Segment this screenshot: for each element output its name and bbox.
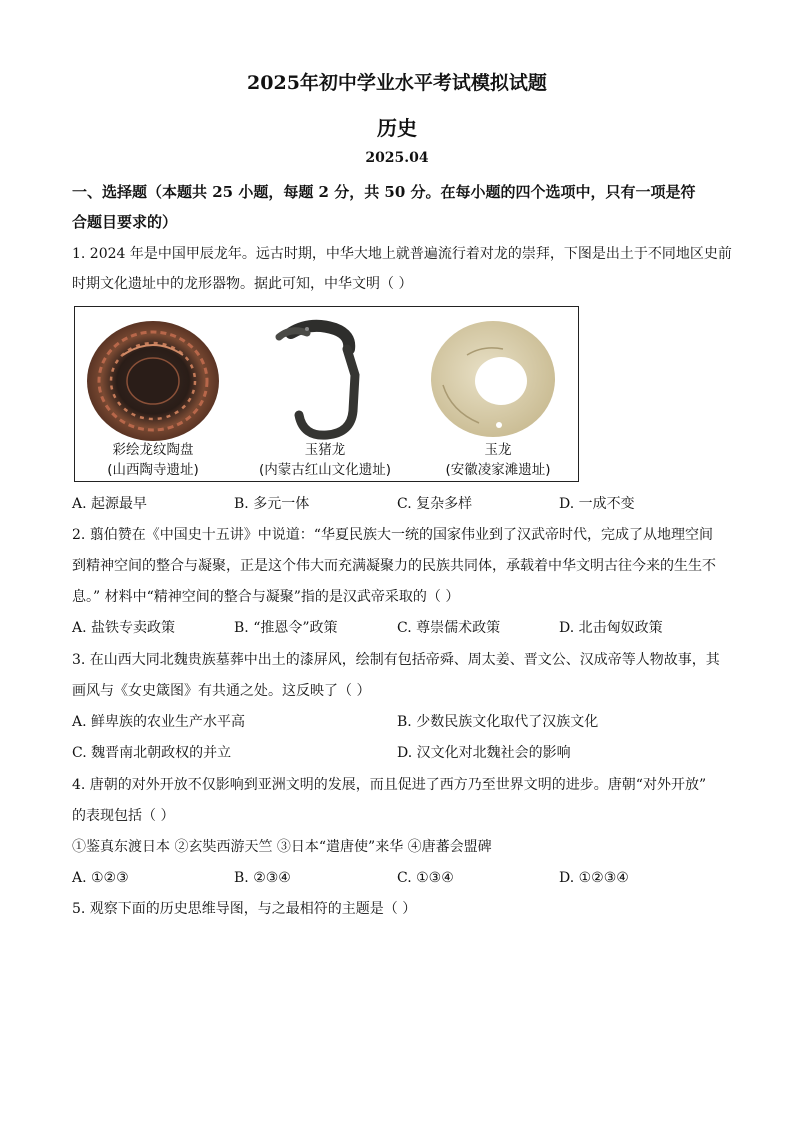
figure-caption-1-name: 彩绘龙纹陶盘 (112, 442, 194, 458)
figure-caption-2-site: (内蒙古红山文化遗址) (258, 462, 392, 478)
question-2-stem-line2: 到精神空间的整合与凝聚，正是这个伟大而充满凝聚力的民族共同体，承载着中华文明古往今来的生生不 (72, 558, 716, 574)
figure-caption-3-site: (安徽凌家滩遗址) (445, 462, 551, 478)
question-4-stem-line3: ①鉴真东渡日本 ②玄奘西游天竺 ③日本“遣唐使”来华 ④唐蕃会盟碑 (72, 839, 492, 855)
section-heading-line1: 一、选择题（本题共 25 小题，每题 2 分，共 50 分。在每小题的四个选项中，只有一项是符 (72, 183, 696, 201)
q1-option-c[interactable]: C. 复杂多样 (397, 496, 473, 512)
q4-option-a[interactable]: A. ①②③ (72, 870, 129, 886)
question-2-stem-line1: 2. 翦伯赞在《中国史十五讲》中说道：“华夏民族大一统的国家伟业到了汉武帝时代，完成了从地理空间 (72, 527, 713, 543)
question-4-stem-line2: 的表现包括（ ） (72, 808, 175, 824)
painted-dragon-plate-image (83, 315, 223, 443)
question-3-stem-line2: 画风与《女史箴图》有共通之处。这反映了（ ） (72, 683, 371, 699)
dragon-artifacts-figure (74, 306, 579, 482)
question-5-stem-line1: 5. 观察下面的历史思维导图，与之最相符的主题是（ ） (72, 901, 417, 917)
q2-option-d[interactable]: D. 北击匈奴政策 (559, 620, 663, 636)
question-1-stem-line1: 1. 2024 年是中国甲辰龙年。远古时期，中华大地上就普遍流行着对龙的崇拜，下图是出土于不同地区史前 (72, 246, 732, 262)
q4-option-d[interactable]: D. ①②③④ (559, 870, 629, 886)
section-heading-line2: 合题目要求的） (72, 213, 178, 231)
figure-caption-1-site: (山西陶寺遗址) (107, 462, 199, 478)
jade-pig-dragon-image (251, 315, 381, 443)
question-4-stem-line1: 4. 唐朝的对外开放不仅影响到亚洲文明的发展，而且促进了西方乃至世界文明的进步。唐朝“对外开放” (72, 777, 707, 793)
question-1-stem-line2: 时期文化遗址中的龙形器物。据此可知，中华文明（ ） (72, 276, 413, 292)
exam-title: 2025年初中学业水平考试模拟试题 (247, 72, 547, 94)
q3-option-b[interactable]: B. 少数民族文化取代了汉族文化 (397, 714, 599, 730)
question-2-stem-line3: 息。” 材料中“精神空间的整合与凝聚”指的是汉武帝采取的（ ） (72, 589, 460, 605)
exam-date: 2025.04 (365, 150, 429, 166)
q4-option-b[interactable]: B. ②③④ (234, 870, 291, 886)
q1-option-b[interactable]: B. 多元一体 (234, 496, 310, 512)
jade-dragon-ring-image (423, 315, 563, 443)
q2-option-a[interactable]: A. 盐铁专卖政策 (72, 620, 176, 636)
q2-option-b[interactable]: B. “推恩令”政策 (234, 620, 338, 636)
question-3-stem-line1: 3. 在山西大同北魏贵族墓葬中出土的漆屏风，绘制有包括帝舜、周太姜、晋文公、汉成帝等人物故事，其 (72, 652, 720, 668)
q3-option-c[interactable]: C. 魏晋南北朝政权的并立 (72, 745, 232, 761)
figure-caption-3-name: 玉龙 (484, 442, 512, 458)
q2-option-c[interactable]: C. 尊崇儒术政策 (397, 620, 501, 636)
q4-option-c[interactable]: C. ①③④ (397, 870, 454, 886)
q1-option-d[interactable]: D. 一成不变 (559, 496, 635, 512)
figure-caption-2-name: 玉猪龙 (304, 442, 346, 458)
subject-title: 历史 (377, 116, 417, 140)
q1-option-a[interactable]: A. 起源最早 (72, 496, 148, 512)
q3-option-a[interactable]: A. 鲜卑族的农业生产水平高 (72, 714, 246, 730)
q3-option-d[interactable]: D. 汉文化对北魏社会的影响 (397, 745, 571, 761)
